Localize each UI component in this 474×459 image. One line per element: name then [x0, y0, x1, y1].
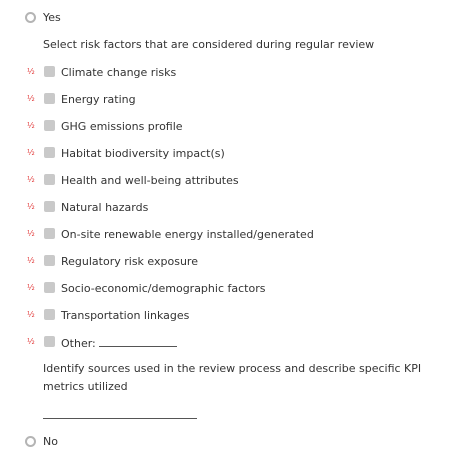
checkbox[interactable]	[44, 228, 55, 239]
risk-item-label: Natural hazards	[61, 200, 149, 214]
other-label-group	[61, 335, 177, 350]
risk-item-label: GHG emissions profile	[61, 119, 183, 133]
partial-credit-icon: ½	[27, 202, 34, 211]
sources-prompt: Identify sources used in the review process and describe specific KPI metrics utilized	[43, 362, 422, 393]
risk-factors-prompt: Select risk factors that are considered during regular review	[43, 38, 375, 51]
partial-credit-icon: ½	[27, 175, 34, 184]
checkbox[interactable]	[44, 255, 55, 266]
partial-credit-icon: ½	[27, 67, 34, 76]
risk-item-label: Energy rating	[61, 92, 136, 106]
sources-text-field[interactable]	[43, 418, 197, 419]
partial-credit-icon: ½	[27, 148, 34, 157]
checkbox[interactable]	[44, 336, 55, 347]
yes-label: Yes	[43, 10, 61, 24]
partial-credit-icon: ½	[27, 310, 34, 319]
risk-item-label: Regulatory risk exposure	[61, 254, 198, 268]
other-text-field[interactable]	[99, 335, 177, 347]
risk-item-label: Climate change risks	[61, 65, 177, 79]
checkbox[interactable]	[44, 174, 55, 185]
checkbox[interactable]	[44, 120, 55, 131]
risk-item-label: Socio-economic/demographic factors	[61, 281, 266, 295]
partial-credit-icon: ½	[27, 94, 34, 103]
partial-credit-icon: ½	[27, 283, 34, 292]
checkbox[interactable]	[44, 201, 55, 212]
risk-item-label: Health and well-being attributes	[61, 173, 239, 187]
checkbox[interactable]	[44, 147, 55, 158]
no-label: No	[43, 434, 58, 448]
risk-item-label: Transportation linkages	[61, 308, 190, 322]
partial-credit-icon: ½	[27, 337, 34, 346]
partial-credit-icon: ½	[27, 121, 34, 130]
partial-credit-icon: ½	[27, 256, 34, 265]
checkbox[interactable]	[44, 93, 55, 104]
partial-credit-icon: ½	[27, 229, 34, 238]
checkbox[interactable]	[44, 309, 55, 320]
risk-item-label: Habitat biodiversity impact(s)	[61, 146, 225, 160]
checkbox[interactable]	[44, 282, 55, 293]
no-radio[interactable]	[25, 436, 36, 447]
yes-radio[interactable]	[25, 12, 36, 23]
risk-item-label: Other:	[61, 336, 96, 350]
risk-item-label: On-site renewable energy installed/generated	[61, 227, 314, 241]
checkbox[interactable]	[44, 66, 55, 77]
